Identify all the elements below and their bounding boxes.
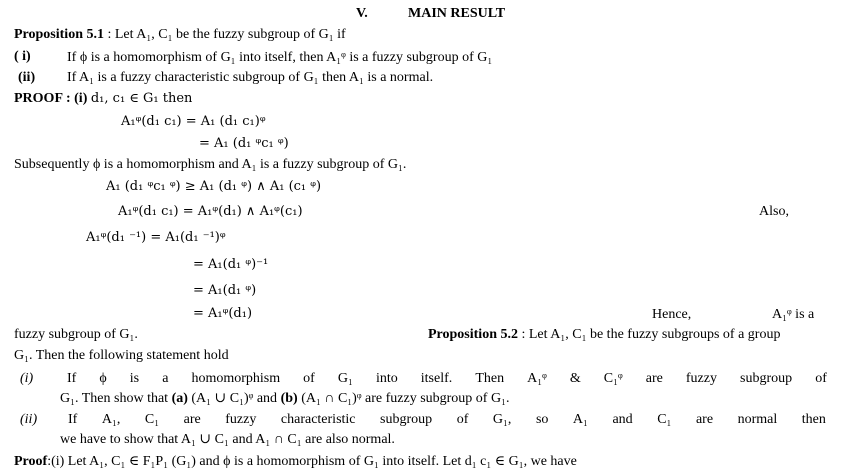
word: ϕ (99, 371, 107, 386)
item-text: If ϕ is a homomorphism of G₁ into itself, then A₁ᵠ is a fuzzy subgroup of G₁ (67, 50, 493, 65)
word: C₁ (144, 412, 160, 427)
word: of (456, 412, 469, 427)
word: into (375, 371, 398, 386)
word: subgroup (740, 371, 793, 386)
word: A₁, (101, 412, 121, 427)
proposition-5-1-statement (14, 26, 346, 44)
proof-heading (14, 453, 577, 471)
item-text: we have to show that A₁ ∪ C₁ and A₁ ∩ C₁ are also normal. (60, 432, 395, 447)
section-title: MAIN RESULT (408, 6, 506, 21)
proposition-text: : Let A₁, C₁ be the fuzzy subgroup of G₁ if (103, 27, 346, 42)
word: subgroup (380, 412, 433, 427)
proof-label: Proof (14, 454, 48, 469)
equation: A₁ (d₁ ᵠc₁ ᵠ) ≥ A₁ (d₁ ᵠ) ∧ A₁ (c₁ ᵠ) (106, 179, 322, 194)
word: & (569, 371, 581, 386)
proposition-label: Proposition 5.1 (14, 27, 104, 42)
word: characteristic (280, 412, 356, 427)
word: of (303, 371, 315, 386)
equation: = A₁ᵠ(d₁) (193, 306, 253, 321)
word: C₁ᵠ (603, 371, 623, 386)
text-fragment: (A₁ ∪ C₁)ᵠ and (187, 391, 281, 406)
equation: A₁ᵠ(d₁ ⁻¹) = A₁(d₁ ⁻¹)ᵠ (86, 230, 226, 245)
word: fuzzy (685, 371, 717, 386)
proof-heading (14, 90, 192, 108)
word: normal (737, 412, 778, 427)
proposition-label: Proposition 5.2 (428, 327, 518, 342)
text-fragment: G₁. Then show that (60, 391, 172, 406)
item-text: If A₁ is a fuzzy characteristic subgroup of G₁ then A₁ is a normal. (67, 70, 434, 85)
word: a (162, 371, 169, 386)
item-text (60, 390, 509, 408)
text-fragment: (A₁ ∩ C₁)ᵠ are fuzzy subgroup of G₁. (297, 391, 510, 406)
paragraph-text: fuzzy subgroup of G₁. (14, 327, 138, 342)
word: homomorphism (191, 371, 281, 386)
word: G₁ (337, 371, 353, 386)
word: of (815, 371, 827, 386)
hence-text: Hence, (652, 307, 692, 322)
equation: A₁ᵠ(d₁ c₁) = A₁ (d₁ c₁)ᵠ (121, 114, 266, 129)
word: A₁ (572, 412, 588, 427)
word: and (612, 412, 633, 427)
label-b: (b) (280, 391, 298, 406)
word: Then (475, 371, 505, 386)
equation: = A₁ (d₁ ᵠc₁ ᵠ) (199, 136, 289, 151)
word: A₁ᵠ (527, 371, 547, 386)
item-number: (i) (20, 371, 34, 386)
proof-text: :(i) Let A₁, C₁ ∈ F₁P₁ (G₁) and ϕ is a homomorphism of G₁ into itself. Let d₁ c₁ ∈ G₁, we have (47, 454, 577, 469)
equation: = A₁(d₁ ᵠ)⁻¹ (193, 257, 269, 272)
word: If (68, 412, 78, 427)
word: fuzzy (225, 412, 257, 427)
item-text-justified (68, 411, 826, 429)
word: If (67, 371, 77, 386)
word: itself. (420, 371, 453, 386)
word: is (129, 371, 140, 386)
proposition-5-2-statement (428, 326, 780, 344)
word: are (645, 371, 663, 386)
word: are (183, 412, 201, 427)
also-text: Also, (759, 204, 789, 219)
word: then (801, 412, 826, 427)
word: G₁, (492, 412, 512, 427)
word: C₁ (657, 412, 672, 427)
section-number: V. (356, 6, 368, 21)
word: so (535, 412, 549, 427)
hence-tail-text: A₁ᵠ is a (772, 307, 815, 322)
item-text-justified (67, 370, 827, 388)
proof-label: PROOF : (i) (14, 91, 91, 106)
proposition-text: : Let A₁, C₁ be the fuzzy subgroups of a group (517, 327, 781, 342)
word: are (695, 412, 714, 427)
paragraph-text: G₁. Then the following statement hold (14, 348, 229, 363)
equation: A₁ᵠ(d₁ c₁) = A₁ᵠ(d₁) ∧ A₁ᵠ(c₁) (118, 204, 303, 219)
label-a: (a) (171, 391, 188, 406)
item-number: (ii) (18, 70, 36, 85)
paragraph-text: Subsequently ϕ is a homomorphism and A₁ is a fuzzy subgroup of G₁. (14, 157, 407, 172)
equation: = A₁(d₁ ᵠ) (193, 283, 257, 298)
item-number: (ii) (20, 412, 38, 427)
proof-text: d₁, c₁ ∈ G₁ then (90, 91, 193, 106)
item-number: ( i) (14, 49, 31, 64)
